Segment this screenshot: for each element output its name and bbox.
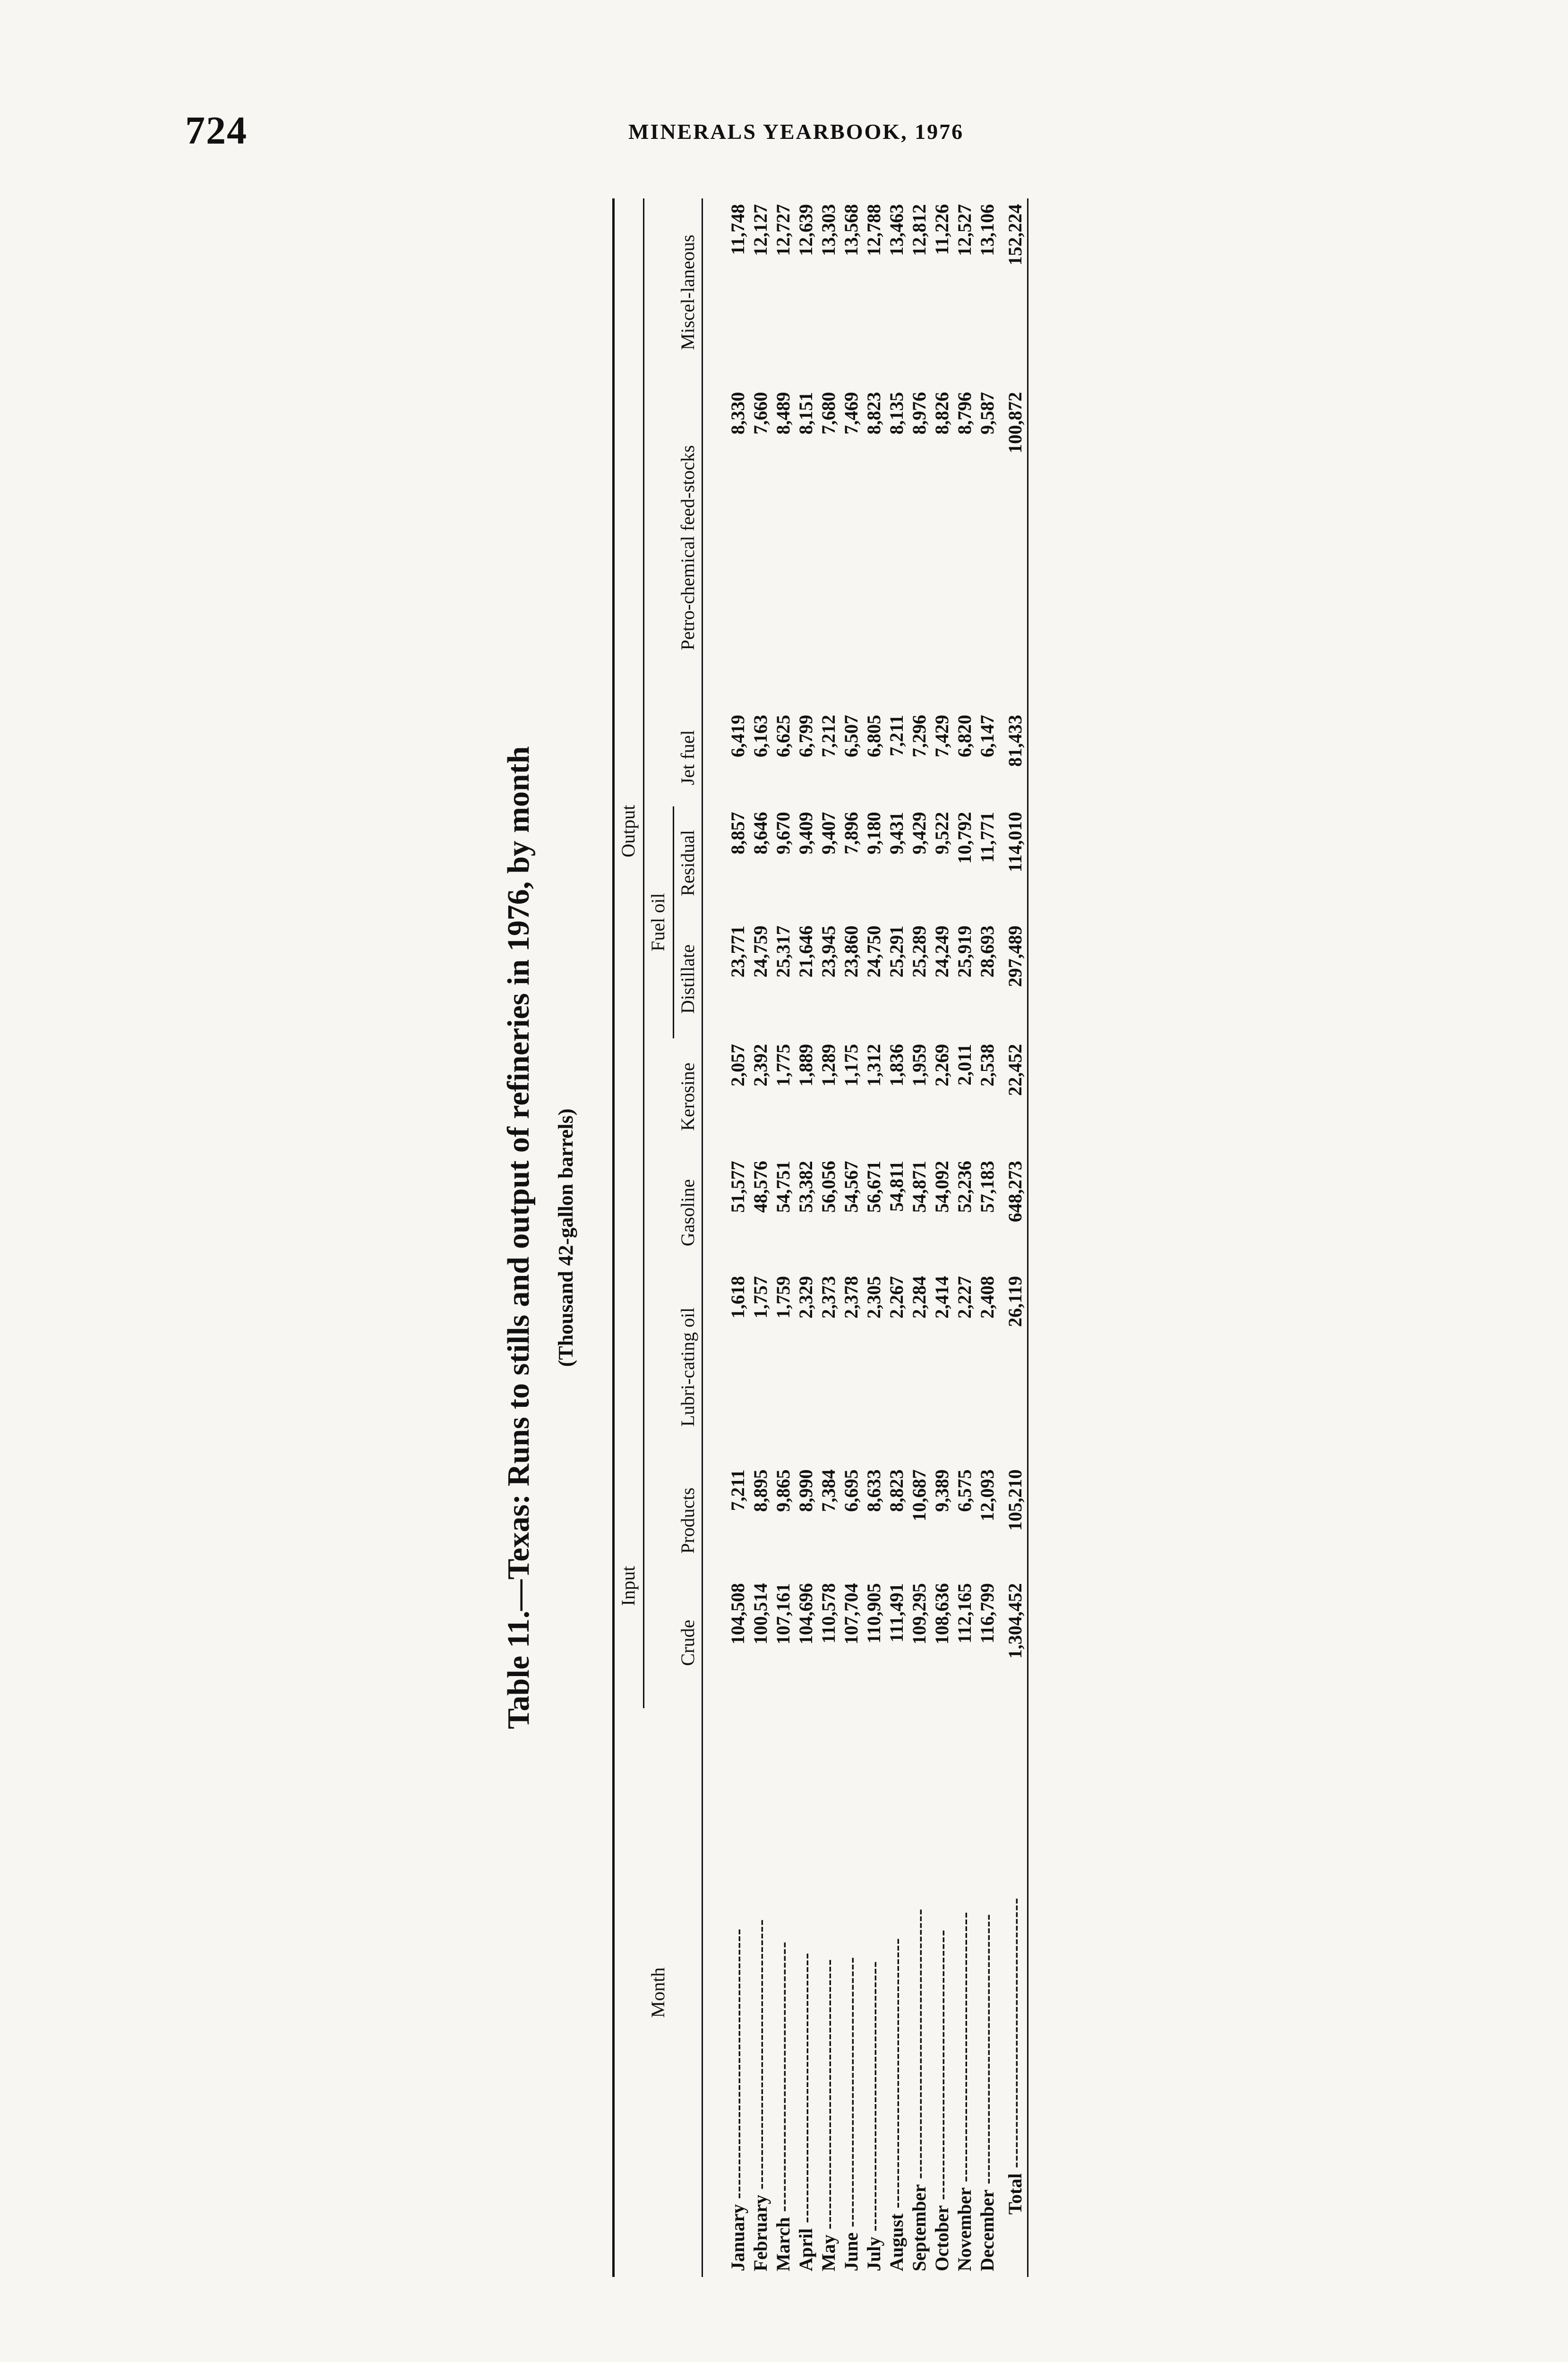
gasoline-cell: 54,871 [908, 1161, 930, 1213]
lubricating-oil-cell: 26,119 [999, 1270, 1028, 1463]
miscellaneous-cell: 12,727 [772, 204, 794, 256]
products-cell: 105,210 [999, 1464, 1028, 1578]
residual-cell: 9,429 [908, 812, 930, 855]
residual-cell: 9,409 [795, 812, 816, 855]
crude-cell: 110,905 [863, 1583, 884, 1644]
miscellaneous-cell: 13,463 [886, 204, 907, 256]
leader-dots: ---------------------------------------- [818, 1959, 839, 2235]
leader-dots: ---------------------------------------- [863, 1960, 884, 2237]
leader-dots: ---------------------------------------- [840, 1956, 862, 2233]
header-miscellaneous: Miscel-laneous [644, 198, 703, 386]
jet-fuel-cell: 6,805 [863, 715, 884, 758]
distillate-cell: 297,489 [999, 920, 1028, 1038]
miscellaneous-cell: 13,106 [977, 204, 998, 256]
miscellaneous-cell: 13,303 [818, 204, 839, 256]
crude-cell: 104,508 [727, 1583, 748, 1645]
distillate-cell: 24,750 [863, 925, 884, 978]
header-distillate: Distillate [674, 920, 703, 1038]
gasoline-cell: 56,671 [863, 1161, 884, 1213]
products-cell: 7,211 [727, 1469, 748, 1511]
month-label: January [727, 2204, 748, 2271]
distillate-cell: 25,289 [908, 925, 930, 978]
header-month: Month [614, 1708, 703, 2277]
petrochemical-feedstocks-cell: 100,872 [999, 386, 1028, 709]
month-cell [976, 1708, 999, 2277]
lubricating-oil-cell: 2,227 [954, 1276, 975, 1319]
month-label: April [795, 2228, 816, 2271]
month-label: August [886, 2213, 907, 2271]
crude-cell: 1,304,452 [999, 1577, 1028, 1708]
petrochemical-feedstocks-cell: 7,469 [840, 392, 862, 435]
miscellaneous-cell: 152,224 [999, 198, 1028, 386]
lubricating-oil-cell: 1,759 [772, 1276, 794, 1319]
crude-cell: 109,295 [908, 1583, 930, 1645]
month-cell [749, 1708, 772, 2277]
rotated-table-block [501, 198, 1172, 2277]
kerosine-cell: 2,011 [954, 1044, 975, 1086]
table-row [795, 198, 817, 2277]
kerosine-cell: 1,959 [908, 1044, 930, 1087]
lubricating-oil-cell: 2,414 [931, 1276, 952, 1319]
petrochemical-feedstocks-cell: 8,151 [795, 392, 816, 435]
products-cell: 9,389 [931, 1469, 952, 1512]
header-kerosine: Kerosine [644, 1038, 703, 1155]
month-label: February [750, 2194, 771, 2271]
month-label: December [977, 2189, 998, 2271]
table-row [863, 198, 885, 2277]
crude-cell: 104,696 [795, 1583, 816, 1645]
lubricating-oil-cell: 1,757 [750, 1276, 771, 1319]
jet-fuel-cell: 6,419 [727, 715, 748, 758]
products-cell: 8,895 [750, 1469, 771, 1512]
crude-cell: 112,165 [954, 1583, 975, 1644]
jet-fuel-cell: 81,433 [999, 709, 1028, 806]
petrochemical-feedstocks-cell: 9,587 [977, 392, 998, 435]
lubricating-oil-cell: 2,408 [977, 1276, 998, 1319]
kerosine-cell: 2,057 [727, 1044, 748, 1087]
petrochemical-feedstocks-cell: 8,826 [931, 392, 952, 435]
month-cell [953, 1708, 976, 2277]
month-label: July [863, 2236, 884, 2271]
table-caption: Table 11.—Texas: Runs to stills and output of refineries in 1976, by month [501, 746, 536, 1729]
jet-fuel-cell: 7,211 [886, 715, 907, 756]
month-cell [840, 1708, 863, 2277]
distillate-cell: 28,693 [977, 925, 998, 978]
kerosine-cell: 2,538 [977, 1044, 998, 1087]
residual-cell: 7,896 [840, 812, 862, 855]
gasoline-cell: 54,751 [772, 1161, 794, 1213]
table-row [749, 198, 772, 2277]
jet-fuel-cell: 6,163 [750, 715, 771, 758]
gasoline-cell: 51,577 [727, 1161, 748, 1213]
residual-cell: 114,010 [999, 806, 1028, 920]
leader-dots: ---------------------------------------- [886, 1937, 907, 2214]
lubricating-oil-cell: 2,267 [886, 1276, 907, 1319]
jet-fuel-cell: 6,799 [795, 715, 816, 758]
header-jet-fuel: Jet fuel [644, 709, 703, 806]
table-row [953, 198, 976, 2277]
petrochemical-feedstocks-cell: 8,976 [908, 392, 930, 435]
jet-fuel-cell: 6,507 [840, 715, 862, 758]
distillate-cell: 24,249 [931, 925, 952, 978]
lubricating-oil-cell: 2,305 [863, 1276, 884, 1319]
table-row [840, 198, 863, 2277]
distillate-cell: 23,771 [727, 925, 748, 978]
table-row [931, 198, 953, 2277]
crude-cell: 111,491 [886, 1583, 907, 1643]
table-row [885, 198, 908, 2277]
petrochemical-feedstocks-cell: 8,489 [772, 392, 794, 435]
petrochemical-feedstocks-cell: 8,135 [886, 392, 907, 435]
petrochemical-feedstocks-cell: 7,660 [750, 392, 771, 435]
lubricating-oil-cell: 2,329 [795, 1276, 816, 1319]
table-row [976, 198, 999, 2277]
month-cell [885, 1708, 908, 2277]
residual-cell: 8,857 [727, 812, 748, 855]
table-body [703, 198, 1028, 2277]
residual-cell: 8,646 [750, 812, 771, 855]
lubricating-oil-cell: 1,618 [727, 1276, 748, 1319]
residual-cell: 9,407 [818, 812, 839, 855]
jet-fuel-cell: 6,625 [772, 715, 794, 758]
petrochemical-feedstocks-cell: 8,823 [863, 392, 884, 435]
residual-cell: 10,792 [954, 812, 975, 864]
month-cell [999, 1708, 1028, 2277]
header-petrochemical-feedstocks: Petro-chemical feed-stocks [644, 386, 703, 709]
header-products: Products [644, 1464, 703, 1578]
leader-dots: ---------------------------------------- [908, 1908, 930, 2184]
products-cell: 8,633 [863, 1469, 884, 1512]
month-label: October [931, 2205, 952, 2271]
leader-dots: ---------------------------------------- [931, 1929, 952, 2206]
jet-fuel-cell: 6,147 [977, 715, 998, 758]
jet-fuel-cell: 7,429 [931, 715, 952, 758]
month-label: September [908, 2184, 930, 2271]
total-row [999, 198, 1028, 2277]
products-cell: 8,823 [886, 1469, 907, 1512]
miscellaneous-cell: 11,748 [727, 204, 748, 255]
distillate-cell: 25,317 [772, 925, 794, 978]
distillate-cell: 23,945 [818, 925, 839, 978]
kerosine-cell: 1,889 [795, 1044, 816, 1087]
crude-cell: 100,514 [750, 1583, 771, 1645]
gasoline-cell: 52,236 [954, 1161, 975, 1213]
month-label: June [840, 2232, 862, 2271]
petrochemical-feedstocks-cell: 8,796 [954, 392, 975, 435]
lubricating-oil-cell: 2,284 [908, 1276, 930, 1319]
month-cell [703, 1708, 750, 2277]
kerosine-cell: 1,289 [818, 1044, 839, 1087]
leader-dots: ---------------------------------------- [727, 1928, 748, 2204]
kerosine-cell: 1,775 [772, 1044, 794, 1087]
header-crude: Crude [644, 1577, 703, 1708]
header-input: Input [614, 1464, 644, 1708]
header-fuel-oil: Fuel oil [644, 806, 674, 1038]
leader-dots: ---------------------------------------- [954, 1911, 975, 2188]
miscellaneous-cell: 12,788 [863, 204, 884, 256]
distillate-cell: 24,759 [750, 925, 771, 978]
miscellaneous-cell: 13,568 [840, 204, 862, 256]
jet-fuel-cell: 7,212 [818, 715, 839, 758]
page-number: 724 [185, 109, 248, 153]
month-cell [908, 1708, 931, 2277]
table-row [772, 198, 795, 2277]
residual-cell: 9,180 [863, 812, 884, 855]
crude-cell: 107,704 [840, 1583, 862, 1645]
miscellaneous-cell: 11,226 [931, 204, 952, 255]
month-label: November [954, 2187, 975, 2271]
month-cell [931, 1708, 953, 2277]
lubricating-oil-cell: 2,378 [840, 1276, 862, 1319]
miscellaneous-cell: 12,127 [750, 204, 771, 256]
header-output: Output [614, 198, 644, 1464]
jet-fuel-cell: 7,296 [908, 715, 930, 758]
table-row [703, 198, 750, 2277]
products-cell: 10,687 [908, 1469, 930, 1522]
month-cell [795, 1708, 817, 2277]
miscellaneous-cell: 12,812 [908, 204, 930, 256]
leader-dots: ---------------------------------------- [1004, 1897, 1026, 2174]
miscellaneous-cell: 12,639 [795, 204, 816, 256]
petrochemical-feedstocks-cell: 7,680 [818, 392, 839, 435]
crude-cell: 116,799 [977, 1583, 998, 1644]
crude-cell: 108,636 [931, 1583, 952, 1645]
residual-cell: 11,771 [977, 812, 998, 863]
crude-cell: 110,578 [818, 1583, 839, 1644]
distillate-cell: 23,860 [840, 925, 862, 978]
month-cell [863, 1708, 885, 2277]
gasoline-cell: 48,576 [750, 1161, 771, 1213]
products-cell: 9,865 [772, 1469, 794, 1512]
distillate-cell: 21,646 [795, 925, 816, 978]
residual-cell: 9,522 [931, 812, 952, 855]
table-subcaption: (Thousand 42-gallon barrels) [554, 1108, 577, 1367]
distillate-cell: 25,919 [954, 925, 975, 978]
leader-dots: ---------------------------------------- [772, 1941, 794, 2217]
month-label: May [818, 2234, 839, 2271]
kerosine-cell: 2,392 [750, 1044, 771, 1087]
kerosine-cell: 1,175 [840, 1044, 862, 1087]
running-head: MINERALS YEARBOOK, 1976 [628, 120, 964, 144]
kerosine-cell: 2,269 [931, 1044, 952, 1087]
header-residual: Residual [674, 806, 703, 920]
month-label: Total [1004, 2173, 1026, 2215]
gasoline-cell: 57,183 [977, 1161, 998, 1213]
lubricating-oil-cell: 2,373 [818, 1276, 839, 1319]
kerosine-cell: 22,452 [999, 1038, 1028, 1155]
residual-cell: 9,431 [886, 812, 907, 855]
miscellaneous-cell: 12,527 [954, 204, 975, 256]
gasoline-cell: 54,811 [886, 1161, 907, 1212]
products-cell: 8,990 [795, 1469, 816, 1512]
table-row [817, 198, 840, 2277]
table-row [908, 198, 931, 2277]
month-label: March [772, 2217, 794, 2271]
jet-fuel-cell: 6,820 [954, 715, 975, 758]
petrochemical-feedstocks-cell: 8,330 [727, 392, 748, 435]
kerosine-cell: 1,312 [863, 1044, 884, 1087]
header-lubricating-oil: Lubri-cating oil [644, 1270, 703, 1463]
gasoline-cell: 54,092 [931, 1161, 952, 1213]
products-cell: 6,575 [954, 1469, 975, 1512]
leader-dots: ---------------------------------------- [795, 1952, 816, 2228]
products-cell: 7,384 [818, 1469, 839, 1512]
month-cell [772, 1708, 795, 2277]
month-cell [817, 1708, 840, 2277]
gasoline-cell: 54,567 [840, 1161, 862, 1213]
crude-cell: 107,161 [772, 1583, 794, 1645]
products-cell: 6,695 [840, 1469, 862, 1512]
gasoline-cell: 56,056 [818, 1161, 839, 1213]
gasoline-cell: 53,382 [795, 1161, 816, 1213]
distillate-cell: 25,291 [886, 925, 907, 978]
leader-dots: ---------------------------------------- [977, 1913, 998, 2190]
kerosine-cell: 1,836 [886, 1044, 907, 1087]
leader-dots: ---------------------------------------- [750, 1919, 771, 2195]
header-gasoline: Gasoline [644, 1155, 703, 1270]
refinery-table [612, 198, 1028, 2277]
gasoline-cell: 648,273 [999, 1155, 1028, 1270]
products-cell: 12,093 [977, 1469, 998, 1522]
residual-cell: 9,670 [772, 812, 794, 855]
